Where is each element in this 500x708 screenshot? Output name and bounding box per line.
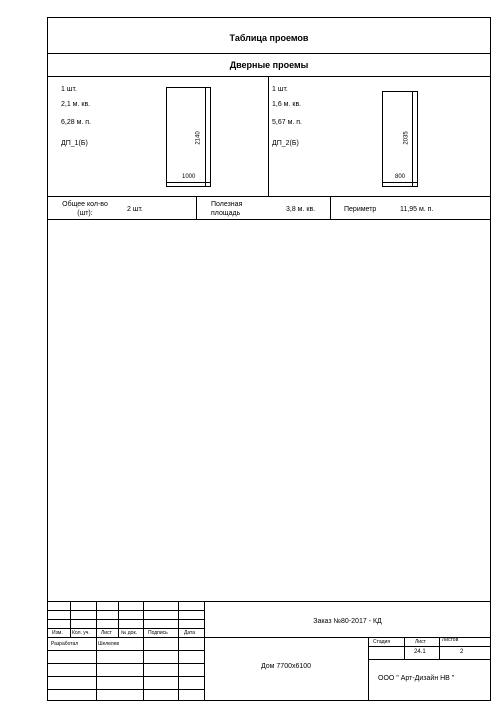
stamp-header-doc: № док. — [121, 630, 138, 636]
stamp-border — [48, 601, 491, 602]
door-1-code: ДП_1(Б) — [61, 140, 88, 147]
door-2-area: 1,6 м. кв. — [272, 101, 302, 108]
stamp-line — [48, 650, 204, 651]
area-value: 3,8 м. кв. — [286, 206, 316, 213]
total-value: 2 шт. — [127, 206, 143, 213]
door-2-width-label: 800 — [395, 174, 406, 180]
door-1-count: 1 шт. — [61, 86, 77, 93]
divider — [48, 53, 491, 54]
door-2-height-label: 2035 — [403, 131, 410, 145]
cell-divider — [196, 196, 197, 219]
perimeter-label: Периметр — [344, 206, 377, 213]
area-label: Полезная площадь — [211, 201, 243, 217]
sheets-value: 2 — [460, 649, 464, 655]
stage-label: Стадия — [373, 639, 391, 645]
door-2-width-dimension — [382, 182, 418, 183]
divider — [48, 219, 491, 220]
stamp-line — [48, 619, 204, 620]
stamp-line — [70, 601, 71, 637]
door-2-height-dimension — [412, 91, 413, 187]
house-name: Дом 7700х6100 — [260, 663, 312, 670]
total-label: Общее кол-во (шт): — [62, 201, 108, 217]
table-title: Таблица проемов — [229, 33, 309, 43]
sheet-value: 24.1 — [414, 649, 426, 655]
company-name: ООО " Арт-Дизайн НВ " — [378, 675, 455, 682]
door-1-height-label: 2140 — [195, 131, 202, 145]
door-1-width-dimension — [166, 182, 211, 183]
stamp-header-list: Лист — [101, 630, 112, 636]
door-1-area: 2,1 м. кв. — [61, 101, 91, 108]
stamp-line — [48, 676, 204, 677]
developed-label: Разработал — [51, 641, 79, 647]
stamp-line — [368, 646, 491, 647]
door-2-code: ДП_2(Б) — [272, 140, 299, 147]
stamp-line — [118, 601, 119, 637]
door-2-perimeter: 5,67 м. п. — [272, 119, 303, 126]
stamp-header-date: Дата — [184, 630, 196, 636]
cell-divider — [268, 76, 269, 196]
developer-name: Шелелев — [98, 641, 120, 647]
door-1-perimeter: 6,28 м. п. — [61, 119, 92, 126]
door-2-count: 1 шт. — [272, 86, 288, 93]
stamp-line — [48, 663, 204, 664]
sheet-label: Лист — [415, 639, 426, 645]
door-1-width-label: 1000 — [182, 174, 196, 180]
section-title: Дверные проемы — [229, 60, 309, 70]
door-1-height-dimension — [205, 87, 206, 187]
stamp-line — [48, 637, 204, 638]
perimeter-value: 11,95 м. п. — [400, 206, 434, 213]
order-number: Заказ №80-2017 - КД — [313, 618, 382, 625]
stamp-line — [48, 689, 204, 690]
title-stamp — [48, 601, 491, 701]
stamp-line — [143, 601, 144, 701]
stamp-header-kol-uch: Кол. уч. — [72, 630, 90, 636]
drawing-sheet — [47, 17, 491, 701]
cell-divider — [330, 196, 331, 219]
stamp-line — [404, 637, 405, 659]
stamp-line — [439, 637, 440, 659]
stamp-line — [368, 659, 491, 660]
stamp-header-izm: Изм. — [52, 630, 63, 636]
sheets-label: Листов — [442, 637, 459, 643]
stamp-line — [48, 628, 204, 629]
stamp-header-sign: Подпись — [148, 630, 168, 636]
stamp-line — [178, 601, 179, 701]
stamp-line — [204, 601, 205, 701]
divider — [48, 76, 491, 77]
stamp-line — [96, 601, 97, 701]
divider — [48, 196, 491, 197]
stamp-line — [48, 610, 204, 611]
